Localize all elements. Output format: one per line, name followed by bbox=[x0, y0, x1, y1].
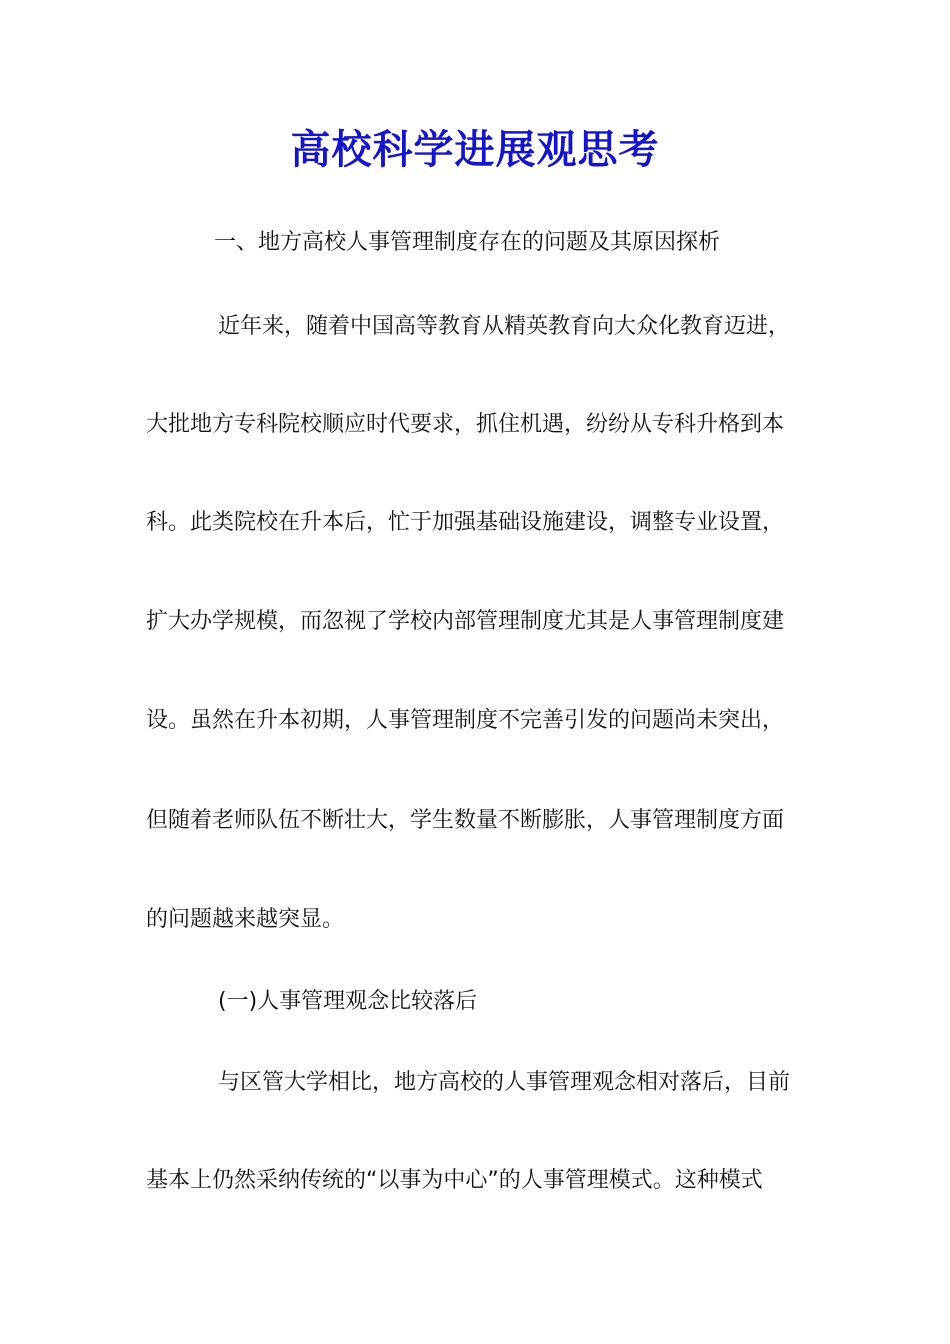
paragraph-line: 扩大办学规模，而忽视了学校内部管理制度尤其是人事管理制度建 bbox=[146, 609, 785, 634]
paragraph-line: 近年来，随着中国高等教育从精英教育向大众化教育迈进， bbox=[218, 314, 791, 339]
paragraph-line: 大批地方专科院校顺应时代要求，抓住机遇，纷纷从专科升格到本 bbox=[146, 412, 785, 437]
paragraph-line: 与区管大学相比，地方高校的人事管理观念相对落后，目前 bbox=[218, 1070, 791, 1095]
paragraph-line: 设。虽然在升本初期，人事管理制度不完善引发的问题尚未突出， bbox=[146, 708, 785, 733]
subsection-heading: (一)人事管理观念比较落后 bbox=[218, 989, 478, 1014]
paragraph-line: 科。此类院校在升本后，忙于加强基础设施建设，调整专业设置， bbox=[146, 510, 785, 535]
paragraph-line: 的问题越来越突显。 bbox=[146, 907, 345, 932]
document-title: 高校科学进展观思考 bbox=[290, 126, 660, 173]
paragraph-line: 基本上仍然采纳传统的“以事为中心”的人事管理模式。这种模式 bbox=[146, 1168, 763, 1193]
paragraph-line: 但随着老师队伍不断壮大，学生数量不断膨胀，人事管理制度方面 bbox=[146, 808, 785, 833]
section-heading: 一、地方高校人事管理制度存在的问题及其原因探析 bbox=[214, 230, 721, 255]
